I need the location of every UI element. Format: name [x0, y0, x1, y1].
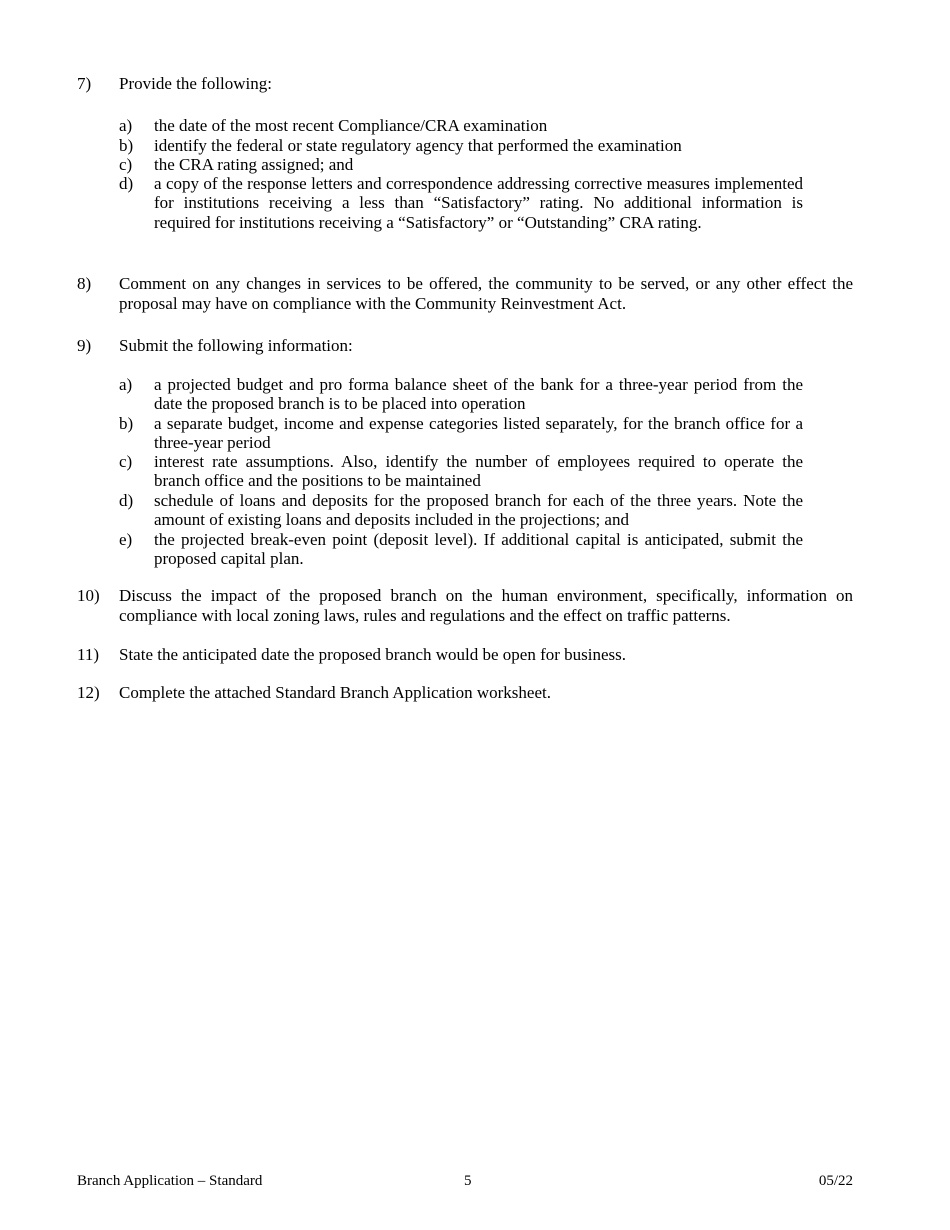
item-text: Discuss the impact of the proposed branch on the human environment, specifically, information on compliance with local zoning laws, rules and regulations and the effect on traffic patterns.: [119, 586, 853, 625]
item-text: Provide the following:: [119, 74, 272, 93]
sub-item-letter: d): [119, 174, 134, 193]
item-number: 12): [77, 683, 100, 702]
sub-item-letter: a): [119, 116, 133, 135]
sub-item-text: interest rate assumptions. Also, identify the number of employees required to operate the branch office and the positions to be maintained: [154, 452, 803, 491]
list-item-9: [77, 336, 853, 356]
item-text: Comment on any changes in services to be offered, the community to be served, or any other effect the proposal may have on compliance with the Community Reinvestment Act.: [119, 274, 853, 313]
item-number: 8): [77, 274, 92, 293]
list-item-11: [77, 645, 853, 665]
sub-item-letter: d): [119, 491, 134, 510]
sub-item-letter: c): [119, 155, 133, 174]
item-number: 9): [77, 336, 92, 355]
sub-item-7d: [119, 174, 803, 232]
item-text: Submit the following information:: [119, 336, 353, 355]
list-item-8: [77, 274, 853, 314]
sub-item-9a: [119, 375, 803, 414]
sub-item-text: identify the federal or state regulatory agency that performed the examination: [154, 135, 682, 155]
item-number: 10): [77, 586, 100, 605]
sub-item-letter: a): [119, 375, 133, 394]
sub-item-letter: c): [119, 452, 133, 471]
list-item-7: [77, 74, 853, 94]
sub-item-text: a copy of the response letters and correspondence addressing corrective measures implemented for institutions receiving a less than “Satisfactory” rating. No additional information is required for institutions receiving a “Satisfactory” or “Outstanding” CRA rating.: [154, 174, 803, 232]
sub-item-letter: b): [119, 135, 134, 155]
sub-item-text: a projected budget and pro forma balance sheet of the bank for a three-year period from the date the proposed branch is to be placed into operation: [154, 375, 803, 414]
list-item-12: [77, 683, 853, 703]
list-item-10: [77, 586, 853, 626]
item-text: State the anticipated date the proposed branch would be open for business.: [119, 645, 627, 664]
sub-item-9c: [119, 452, 803, 491]
item-text: Complete the attached Standard Branch Application worksheet.: [119, 683, 551, 702]
sub-item-9d: [119, 491, 803, 530]
sub-item-text: the projected break-even point (deposit level). If additional capital is anticipated, submit the proposed capital plan.: [154, 530, 803, 569]
item-number: 7): [77, 74, 92, 93]
sub-item-text: schedule of loans and deposits for the proposed branch for each of the three years. Note the amount of existing loans and deposits included in the projections; and: [154, 491, 803, 530]
sub-item-7a: [119, 116, 803, 135]
sub-item-9b: [119, 414, 803, 453]
sub-item-text: the CRA rating assigned; and: [154, 155, 354, 174]
item-number: 11): [77, 645, 100, 664]
sub-item-letter: e): [119, 530, 133, 549]
sub-item-7b: [119, 136, 803, 155]
sub-item-text: a separate budget, income and expense categories listed separately, for the branch office for a three-year period: [154, 414, 803, 453]
sub-item-letter: b): [119, 414, 134, 433]
sub-item-7c: [119, 155, 803, 174]
footer-document-title: Branch Application – Standard: [77, 1173, 263, 1189]
footer-revision-date: 05/22: [818, 1173, 853, 1189]
sub-item-9e: [119, 530, 803, 569]
sub-item-text: the date of the most recent Compliance/CRA examination: [154, 116, 548, 135]
footer-page-number: 5: [464, 1173, 472, 1189]
